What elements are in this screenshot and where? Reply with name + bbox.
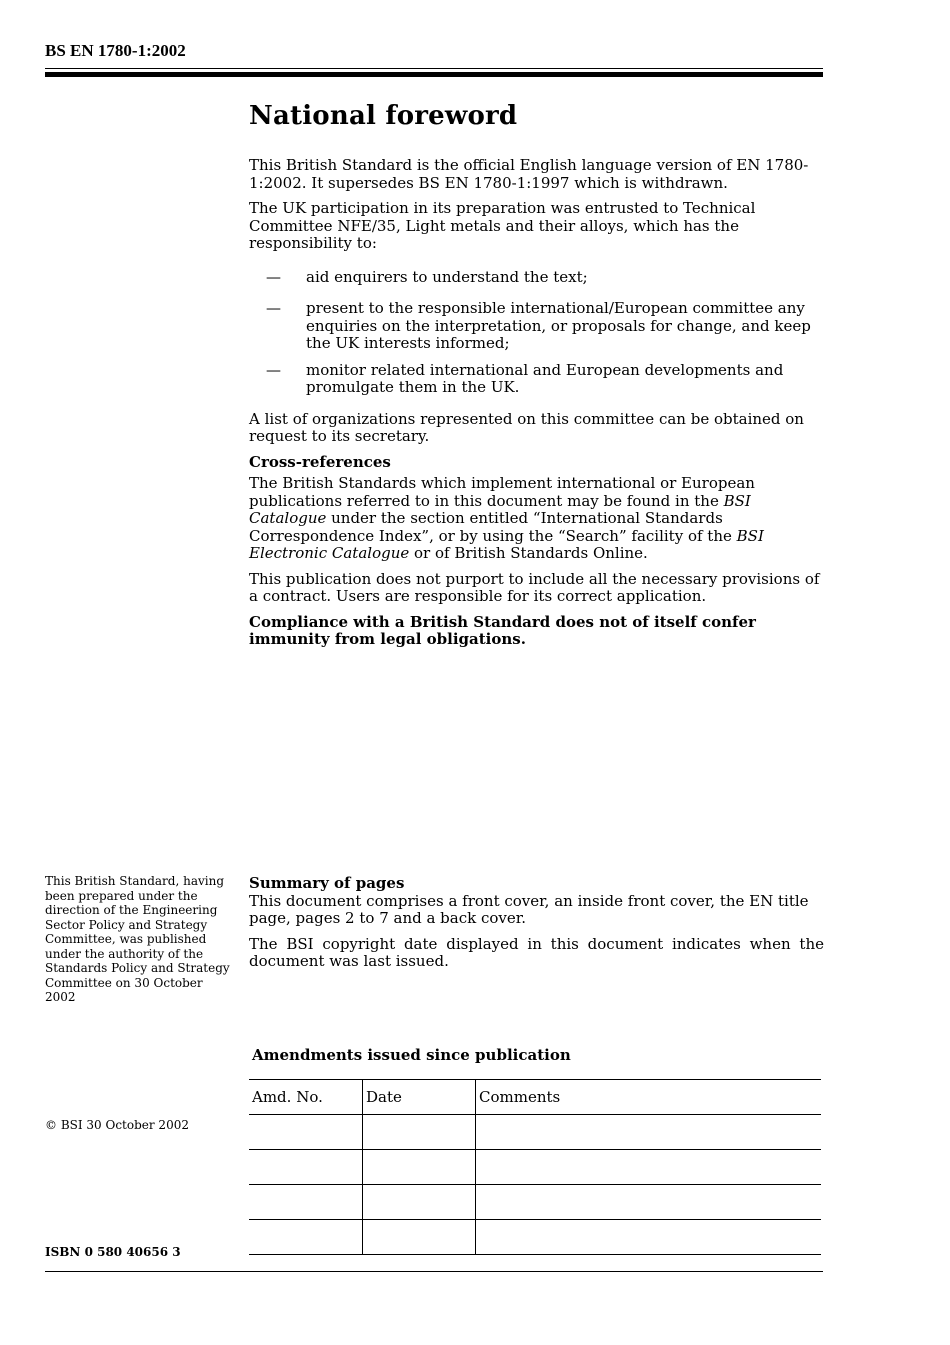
table-header-row — [249, 1080, 821, 1115]
table-cell — [363, 1150, 476, 1185]
amendments-table — [249, 1079, 821, 1255]
document-id: BS EN 1780-1:2002 — [45, 41, 186, 60]
summary-section — [249, 875, 824, 979]
cross-ref-text-a: The British Standards which implement international or European publications referred to in this document may be found in the — [249, 474, 755, 510]
list-dash: — — [266, 267, 281, 286]
header-rule-thick — [45, 72, 823, 77]
list-dash: — — [266, 360, 281, 379]
intro-paragraph: This British Standard is the official English language version of EN 1780-1:2002. It supersedes BS EN 1780-1:1997 which is withdrawn. — [249, 156, 809, 192]
amendments-title: Amendments issued since publication — [252, 1046, 571, 1064]
summary-paragraph: This document comprises a front cover, an inside front cover, the EN title page, pages 2 to 7 and a back cover. — [249, 891, 809, 927]
cross-references-heading: Cross-references — [249, 452, 391, 471]
list-item — [249, 362, 824, 397]
copyright-date-paragraph: The BSI copyright date displayed in this document indicates when the document was last issued. — [249, 934, 824, 970]
cross-ref-text-c: or of British Standards Online. — [409, 544, 648, 562]
cross-ref-text-b: under the section entitled “International Standards Correspondence Index”, or by using the “Search” facility of the — [249, 509, 737, 545]
table-row — [249, 1220, 821, 1255]
table-cell — [363, 1185, 476, 1220]
organizations-paragraph: A list of organizations represented on this committee can be obtained on request to its secretary. — [249, 409, 804, 445]
list-dash: — — [266, 299, 281, 317]
list-item — [249, 300, 824, 353]
table-row — [249, 1185, 821, 1220]
list-item-text: aid enquirers to understand the text; — [306, 267, 588, 286]
table-cell — [363, 1220, 476, 1255]
table-cell — [249, 1185, 363, 1220]
table-cell — [249, 1115, 363, 1150]
table-cell — [476, 1115, 822, 1150]
table-cell — [363, 1115, 476, 1150]
summary-heading: Summary of pages — [249, 874, 405, 892]
foreword-body — [249, 157, 824, 657]
table-cell — [249, 1150, 363, 1185]
header-rule-thin — [45, 68, 823, 69]
bsi-catalogue-title: BSI Catalogue — [249, 491, 751, 527]
cross-references-paragraph — [249, 475, 824, 563]
footer-rule — [45, 1271, 823, 1272]
column-header-date: Date — [363, 1080, 476, 1115]
responsibility-list — [249, 269, 824, 397]
table-cell — [249, 1220, 363, 1255]
committee-paragraph: The UK participation in its preparation was entrusted to Technical Committee NFE/35, Light metals and their alloys, which has the responsibility to: — [249, 199, 756, 252]
isbn: ISBN 0 580 40656 3 — [45, 1245, 181, 1259]
bsi-electronic-catalogue-title: BSI Electronic Catalogue — [249, 526, 764, 562]
list-item-text: monitor related international and European developments and promulgate them in the UK. — [306, 360, 784, 396]
column-header-comments: Comments — [476, 1080, 822, 1115]
list-item — [249, 269, 824, 287]
table-cell — [476, 1220, 822, 1255]
compliance-statement: Compliance with a British Standard does not of itself confer immunity from legal obligations. — [249, 612, 756, 648]
table-cell — [476, 1150, 822, 1185]
column-header-amd-no: Amd. No. — [249, 1080, 363, 1115]
table-cell — [476, 1185, 822, 1220]
table-row — [249, 1115, 821, 1150]
copyright-notice: © BSI 30 October 2002 — [45, 1118, 189, 1132]
table-row — [249, 1150, 821, 1185]
list-item-text: present to the responsible international/European committee any enquiries on the interpretation, or proposals for change, and keep the UK interests informed; — [306, 299, 811, 352]
provisions-paragraph: This publication does not purport to include all the necessary provisions of a contract. Users are responsible for its correct application. — [249, 569, 820, 605]
page-title: National foreword — [249, 101, 518, 131]
publication-note: This British Standard, having been prepared under the direction of the Engineering Sector Policy and Strategy Committee, was published under the authority of the Standards Policy and Strategy Committee on 30 October 2002 — [45, 874, 230, 1004]
